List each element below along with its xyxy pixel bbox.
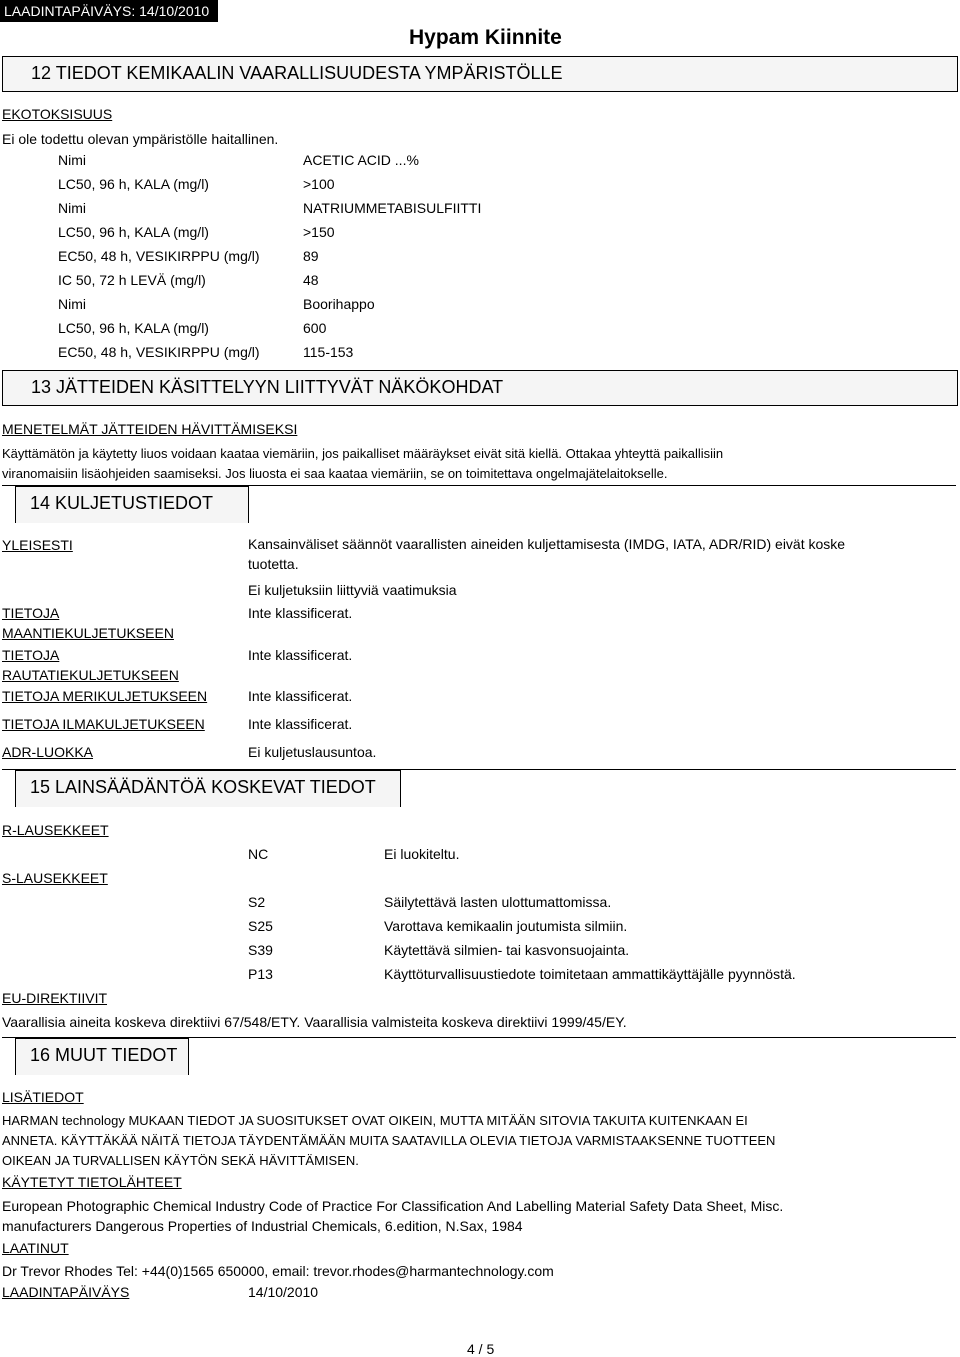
additional-info-label: LISÄTIEDOT [2, 1089, 84, 1105]
ekotoksisuus-heading: EKOTOKSISUUS [2, 106, 113, 122]
transport-general-note: Ei kuljetuksiin liittyviä vaatimuksia [248, 582, 457, 598]
ecotox-value: ACETIC ACID ...% [303, 152, 419, 168]
s-phrase-text: Varottava kemikaalin joutumista silmiin. [384, 918, 628, 934]
ecotox-label: Nimi [58, 296, 86, 312]
additional-info-text: OIKEAN JA TURVALLISEN KÄYTÖN SEKÄ HÄVITTÄMISEN. [2, 1153, 359, 1168]
ecotox-label: LC50, 96 h, KALA (mg/l) [58, 176, 209, 192]
transport-general-label: YLEISESTI [2, 537, 73, 553]
transport-general-value: tuotetta. [248, 556, 299, 572]
ecotox-value: NATRIUMMETABISULFIITTI [303, 200, 482, 216]
section-13-title: 13 JÄTTEIDEN KÄSITTELYYN LIITTYVÄT NÄKÖKOHDAT [31, 377, 504, 397]
road-transport-label: TIETOJA [2, 605, 60, 621]
ecotox-label: Nimi [58, 152, 86, 168]
prepared-date-label: LAADINTAPÄIVÄYS [2, 1284, 130, 1300]
eu-directives-label: EU-DIREKTIIVIT [2, 990, 108, 1006]
additional-info-text: ANNETA. KÄYTTÄKÄÄ NÄITÄ TIETOJA TÄYDENTÄMÄÄN MUITA SAATAVILLA OLEVIA TIETOJA VARMISTAAKSENNE TUOTTEEN [2, 1133, 776, 1148]
ecotox-label: LC50, 96 h, KALA (mg/l) [58, 224, 209, 240]
s-phrase-code: S25 [248, 918, 273, 934]
s-phrase-text: Käyttöturvallisuustiedote toimitetaan ammattikäyttäjälle pyynnöstä. [384, 966, 796, 982]
ecotox-value: 89 [303, 248, 319, 264]
rail-transport-label: TIETOJA [2, 647, 60, 663]
transport-general-value: Kansainväliset säännöt vaarallisten aineiden kuljettamisesta (IMDG, IATA, ADR/RID) eivät koske [248, 536, 846, 552]
section-12-title: 12 TIEDOT KEMIKAALIN VAARALLISUUDESTA YMPÄRISTÖLLE [31, 63, 563, 83]
s-phrase-code: P13 [248, 966, 273, 982]
ecotox-value: Boorihappo [303, 296, 375, 312]
ecotox-value: >100 [303, 176, 335, 192]
section-13-banner [2, 370, 958, 406]
section-14-tab [15, 486, 249, 523]
section-15-tab [15, 770, 401, 807]
eu-directives-text: Vaarallisia aineita koskeva direktiivi 67/548/ETY. Vaarallisia valmisteita koskeva direktiivi 1999/45/EY. [2, 1014, 627, 1030]
ecotox-label: LC50, 96 h, KALA (mg/l) [58, 320, 209, 336]
disposal-text-line-2: viranomaisiin lisäohjeiden saamiseksi. Jos liuosta ei saa kaataa viemäriin, se on toimitettava ongelmajätelaitokselle. [2, 466, 668, 481]
section-12-banner [2, 56, 958, 92]
sources-text: European Photographic Chemical Industry Code of Practice For Classification And Labelling Material Safety Data Sheet, Misc. [2, 1198, 784, 1214]
section-16-title: 16 MUUT TIEDOT [30, 1045, 178, 1065]
header-date-bar: LAADINTAPÄIVÄYS: 14/10/2010 [0, 0, 218, 22]
section-15-title: 15 LAINSÄÄDÄNTÖÄ KOSKEVAT TIEDOT [30, 777, 376, 797]
adr-class-label: ADR-LUOKKA [2, 744, 94, 760]
disposal-heading: MENETELMÄT JÄTTEIDEN HÄVITTÄMISEKSI [2, 421, 298, 437]
air-transport-label: TIETOJA ILMAKULJETUKSEEN [2, 716, 205, 732]
air-transport-value: Inte klassificerat. [248, 716, 353, 732]
section-14-title: 14 KULJETUSTIEDOT [30, 493, 214, 513]
company-name: Hypam Kiinnite [409, 26, 562, 49]
section-16-tab [15, 1038, 189, 1075]
sources-label: KÄYTETYT TIETOLÄHTEET [2, 1174, 182, 1190]
s-phrases-label: S-LAUSEKKEET [2, 870, 108, 886]
s-phrase-code: S2 [248, 894, 266, 910]
r-phrase-text: Ei luokiteltu. [384, 846, 460, 862]
ecotox-label: EC50, 48 h, VESIKIRPPU (mg/l) [58, 248, 260, 264]
r-phrases-label: R-LAUSEKKEET [2, 822, 109, 838]
rail-transport-label: RAUTATIEKULJETUKSEEN [2, 667, 179, 683]
page-number: 4 / 5 [467, 1341, 495, 1357]
s-phrase-text: Säilytettävä lasten ulottumattomissa. [384, 894, 612, 910]
s-phrase-text: Käytettävä silmien- tai kasvonsuojainta. [384, 942, 630, 958]
sources-text: manufacturers Dangerous Properties of Industrial Chemicals, 6.edition, N.Sax, 1984 [2, 1218, 523, 1234]
ecotox-value: 115-153 [303, 344, 354, 360]
author-label: LAATINUT [2, 1240, 69, 1256]
ecotox-value: 600 [303, 320, 327, 336]
ecotox-label: EC50, 48 h, VESIKIRPPU (mg/l) [58, 344, 260, 360]
adr-class-value: Ei kuljetuslausuntoa. [248, 744, 377, 760]
ecotox-intro: Ei ole todettu olevan ympäristölle haitallinen. [2, 131, 279, 147]
rail-transport-value: Inte klassificerat. [248, 647, 353, 663]
sea-transport-value: Inte klassificerat. [248, 688, 353, 704]
sea-transport-label: TIETOJA MERIKULJETUKSEEN [2, 688, 208, 704]
disposal-text-line-1: Käyttämätön ja käytetty liuos voidaan kaataa viemäriin, jos paikalliset määräykset eivät sitä kiellä. Ottakaa yhteyttä paikallisiin [2, 446, 724, 461]
ecotox-label: IC 50, 72 h LEVÄ (mg/l) [58, 272, 206, 288]
r-phrase-code: NC [248, 846, 269, 862]
ecotox-label: Nimi [58, 200, 86, 216]
s-phrase-code: S39 [248, 942, 273, 958]
ecotox-value: >150 [303, 224, 335, 240]
prepared-date-value: 14/10/2010 [248, 1284, 319, 1300]
ecotox-value: 48 [303, 272, 319, 288]
road-transport-label: MAANTIEKULJETUKSEEN [2, 625, 174, 641]
additional-info-text: HARMAN technology MUKAAN TIEDOT JA SUOSITUKSET OVAT OIKEIN, MUTTA MITÄÄN SITOVIA TAKUITA KUITENKAAN EI [2, 1113, 748, 1128]
author-contact: Dr Trevor Rhodes Tel: +44(0)1565 650000, email: trevor.rhodes@harmantechnology.com [2, 1263, 554, 1279]
road-transport-value: Inte klassificerat. [248, 605, 353, 621]
